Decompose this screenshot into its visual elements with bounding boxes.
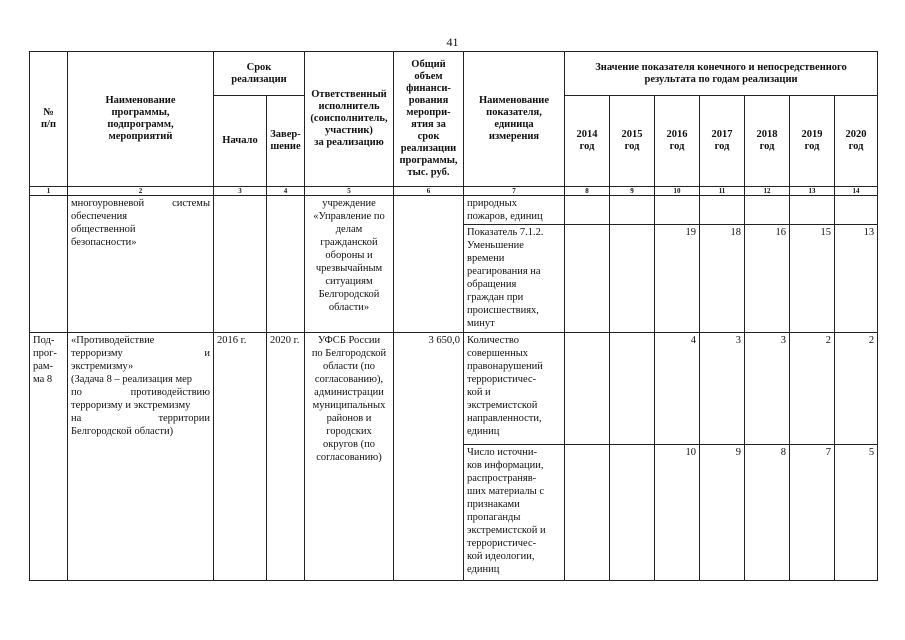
- program-table: [29, 51, 878, 581]
- column-number: 13: [790, 187, 835, 196]
- subprogram-name-line: [71, 386, 210, 399]
- column-number: 5: [305, 187, 394, 196]
- value-2019: 15: [790, 225, 835, 333]
- column-number: 11: [700, 187, 745, 196]
- header-term: Срок реализации: [214, 52, 305, 96]
- value-2019: 7: [790, 445, 835, 581]
- subprogram-name-line: (Задача 8 – реализация мер: [71, 374, 193, 385]
- subprogram-name-line: [71, 347, 210, 360]
- header-indicator: Наименование показателя, единица измерения: [464, 52, 565, 187]
- value-cell: [655, 196, 700, 225]
- subprogram-name-word: по: [71, 387, 82, 398]
- column-number: 1: [30, 187, 68, 196]
- column-number: 2: [68, 187, 214, 196]
- cont-name-line: многоуровневой системы: [71, 198, 210, 209]
- value-cell: [790, 196, 835, 225]
- value-2020: 5: [835, 445, 878, 581]
- subprogram-indicator-a: Количество совершенных правонарушений террористичес- кой и экстремистской направленности, единиц: [464, 333, 565, 445]
- subprogram-name-line: [71, 412, 210, 425]
- subprogram-name-line: терроризму и экстремизму: [71, 400, 191, 411]
- value-2016: 4: [655, 333, 700, 445]
- value-cell: [565, 445, 610, 581]
- value-2020: 13: [835, 225, 878, 333]
- value-2016: 10: [655, 445, 700, 581]
- cont-indicator-a: природных пожаров, единиц: [464, 196, 565, 225]
- cont-start-cell: [214, 196, 267, 333]
- header-year-2017: 2017 год: [700, 96, 745, 187]
- column-number: 3: [214, 187, 267, 196]
- header-funding: Общий объем финанси- рования меропри- ятия за срок реализации программы, тыс. руб.: [394, 52, 464, 187]
- subprogram-indicator-b: Число источни- ков информации, распространяв- ших материалы с признаками пропаганды экстремистской и террористичес- кой идеологии, единиц: [464, 445, 565, 581]
- table-row: [30, 196, 878, 225]
- header-executor: Ответственный исполнитель (соисполнитель, участник) за реализацию: [305, 52, 394, 187]
- column-number: 12: [745, 187, 790, 196]
- value-cell: [610, 225, 655, 333]
- column-number: 4: [267, 187, 305, 196]
- value-2019: 2: [790, 333, 835, 445]
- subprogram-end: 2020 г.: [267, 333, 305, 581]
- value-2016: 19: [655, 225, 700, 333]
- value-cell: [610, 445, 655, 581]
- cont-name-rest: обеспечения общественной безопасности»: [71, 211, 137, 248]
- header-start: Начало: [214, 96, 267, 187]
- subprogram-name-word: терроризму: [71, 348, 123, 359]
- column-number: 7: [464, 187, 565, 196]
- subprogram-start: 2016 г.: [214, 333, 267, 581]
- value-2018: 16: [745, 225, 790, 333]
- header-name: Наименование программы, подпрограмм, мероприятий: [68, 52, 214, 187]
- column-number: 14: [835, 187, 878, 196]
- subprogram-funding: 3 650,0: [394, 333, 464, 581]
- header-num: № п/п: [30, 52, 68, 187]
- column-numbers-row: [30, 187, 878, 196]
- value-2018: 8: [745, 445, 790, 581]
- value-cell: [565, 333, 610, 445]
- value-2017: 18: [700, 225, 745, 333]
- cont-funding-cell: [394, 196, 464, 333]
- column-number: 8: [565, 187, 610, 196]
- subprogram-executor: УФСБ России по Белгородской области (по согласованию), администрации муниципальных районов и городских округов (по согласованию): [305, 333, 394, 581]
- header-year-2014: 2014 год: [565, 96, 610, 187]
- header-year-2020: 2020 год: [835, 96, 878, 187]
- value-cell: [700, 196, 745, 225]
- subprogram-name: [68, 333, 214, 581]
- subprogram-name-word: противодействию: [130, 387, 210, 398]
- subprogram-name-word: территории: [158, 413, 210, 424]
- column-number: 9: [610, 187, 655, 196]
- header-year-2016: 2016 год: [655, 96, 700, 187]
- cont-num-cell: [30, 196, 68, 333]
- subprogram-name-line: Белгородской области): [71, 426, 174, 437]
- subprogram-name-word: и: [204, 348, 210, 359]
- header-year-2019: 2019 год: [790, 96, 835, 187]
- column-number: 6: [394, 187, 464, 196]
- subprogram-name-line: «Противодействие: [71, 335, 155, 346]
- value-2017: 3: [700, 333, 745, 445]
- value-cell: [610, 196, 655, 225]
- cont-name-cell: [68, 196, 214, 333]
- header-end: Завер- шение: [267, 96, 305, 187]
- value-cell: [745, 196, 790, 225]
- value-cell: [835, 196, 878, 225]
- value-cell: [565, 196, 610, 225]
- subprogram-name-line: экстремизму»: [71, 361, 134, 372]
- value-cell: [565, 225, 610, 333]
- subprogram-num: Под- прог- рам- ма 8: [30, 333, 68, 581]
- header-year-2018: 2018 год: [745, 96, 790, 187]
- header-year-2015: 2015 год: [610, 96, 655, 187]
- header-values-title: Значение показателя конечного и непосредственного результата по годам реализации: [565, 52, 878, 96]
- value-2020: 2: [835, 333, 878, 445]
- page-number: 41: [446, 35, 459, 49]
- value-2017: 9: [700, 445, 745, 581]
- table-row: [30, 333, 878, 445]
- value-cell: [610, 333, 655, 445]
- value-2018: 3: [745, 333, 790, 445]
- cont-indicator-b: Показатель 7.1.2. Уменьшение времени реагирования на обращения граждан при происшествиях, минут: [464, 225, 565, 333]
- subprogram-name-word: на: [71, 413, 82, 424]
- column-number: 10: [655, 187, 700, 196]
- cont-executor: учреждение «Управление по делам гражданской обороны и чрезвычайным ситуациям Белгородской области»: [305, 196, 394, 333]
- cont-end-cell: [267, 196, 305, 333]
